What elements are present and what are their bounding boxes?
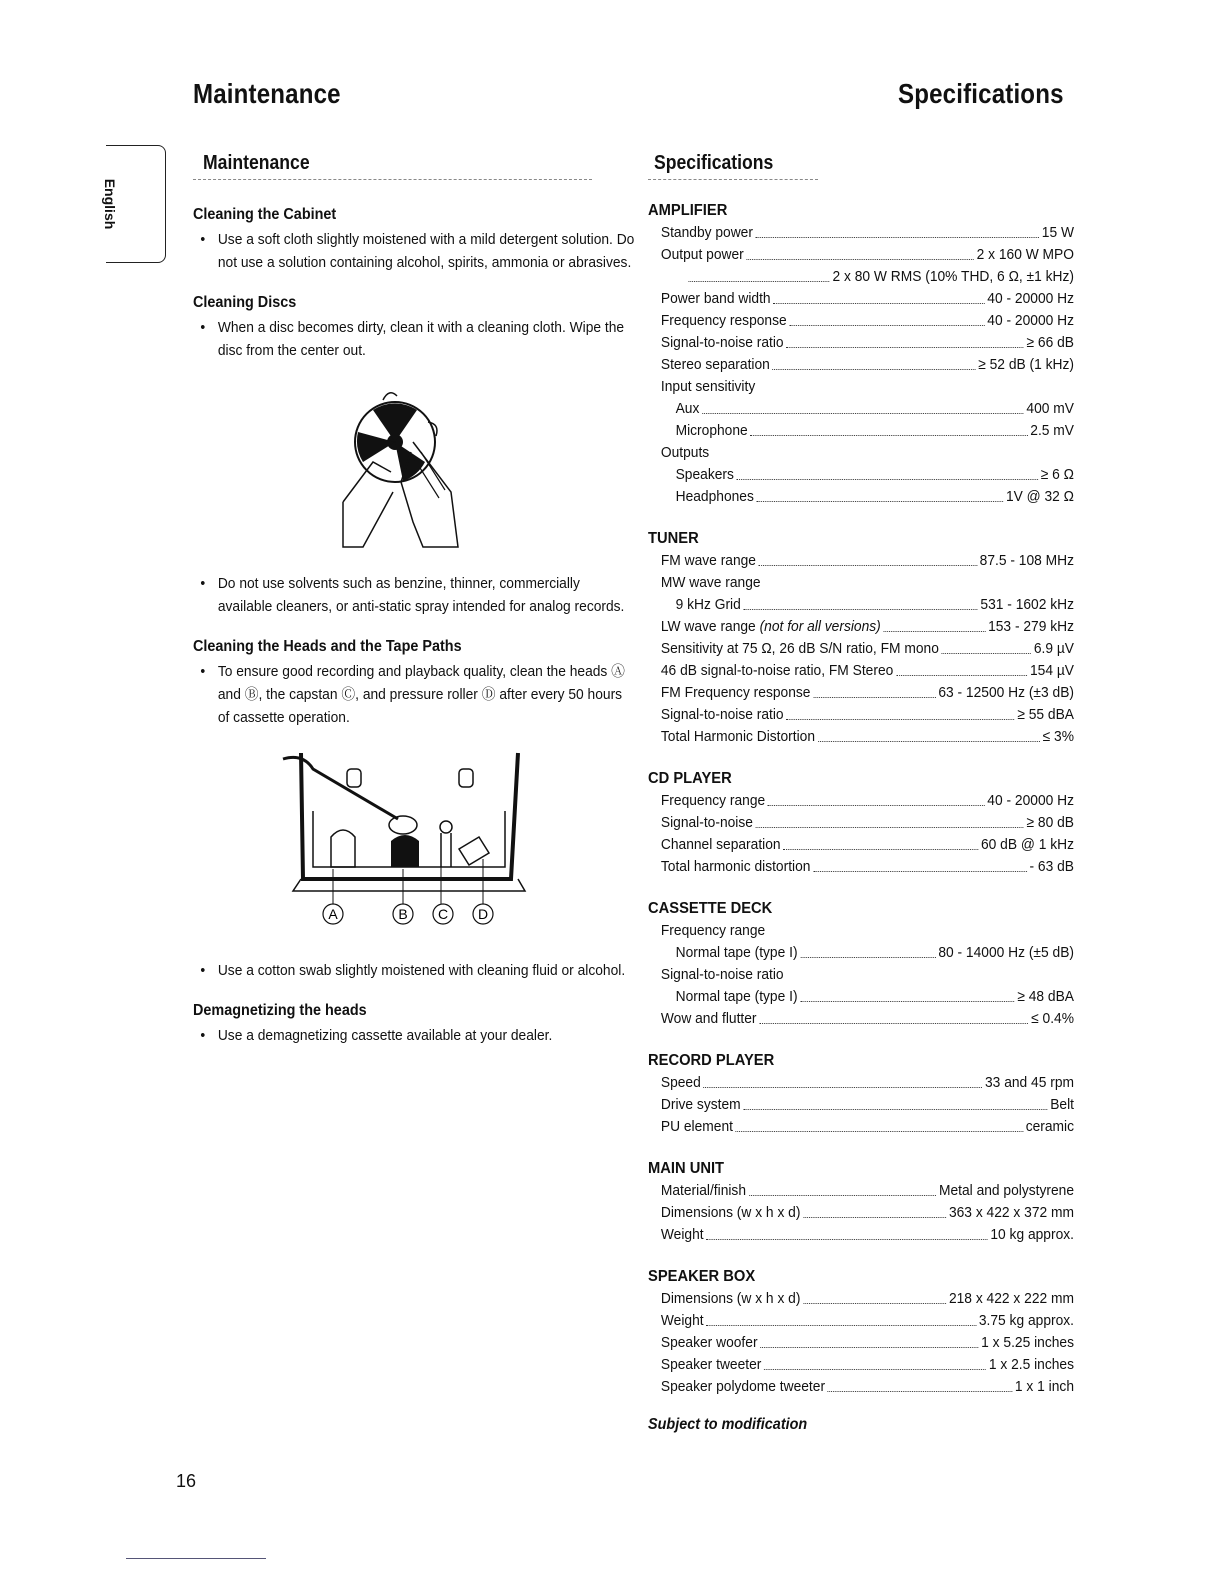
spec-row <box>648 1202 1074 1224</box>
spec-value: 3.75 kg approx. <box>978 1312 1075 1329</box>
spec-row <box>648 660 1074 682</box>
spec-value: ≥ 52 dB (1 kHz) <box>978 356 1075 373</box>
spec-row <box>648 266 1074 288</box>
spec-row <box>648 1224 1074 1246</box>
spec-row <box>648 726 1074 748</box>
group-title: RECORD PLAYER <box>648 1052 775 1069</box>
spec-label: Signal-to-noise ratio <box>660 966 784 983</box>
spec-value: 63 - 12500 Hz (±3 dB) <box>938 684 1075 701</box>
section-rule <box>648 179 818 180</box>
subheading-cleaning-discs: Cleaning Discs <box>193 294 297 311</box>
spec-row <box>648 790 1074 812</box>
spec-row <box>648 398 1074 420</box>
spec-value: 6.9 µV <box>1033 640 1075 657</box>
figure-label-b: B <box>398 906 408 922</box>
spec-group-record-player <box>648 1052 1074 1138</box>
spec-value: Metal and polystyrene <box>938 1182 1075 1199</box>
spec-value: ≥ 55 dBA <box>1017 706 1075 723</box>
spec-label: Speakers <box>675 466 734 483</box>
spec-value: ≤ 0.4% <box>1031 1010 1075 1027</box>
spec-row <box>648 550 1074 572</box>
spec-value: 2 x 160 W MPO <box>976 246 1075 263</box>
spec-value: 218 x 422 x 222 mm <box>948 1290 1075 1307</box>
spec-label: Speaker polydome tweeter <box>660 1378 826 1395</box>
page-number: 16 <box>176 1471 197 1491</box>
spec-group-cassette-deck <box>648 900 1074 1030</box>
spec-value: 363 x 422 x 372 mm <box>948 1204 1075 1221</box>
spec-row <box>648 812 1074 834</box>
subheading-demagnetizing: Demagnetizing the heads <box>193 1002 367 1019</box>
spec-value: 1 x 1 inch <box>1014 1378 1075 1395</box>
bullet-heads-1: • To ensure good recording and playback quality, clean the heads Ⓐ and Ⓑ, the capstan Ⓒ, and pressure roller Ⓓ after every 50 hours of cassette operation. <box>193 660 635 729</box>
spec-row <box>648 332 1074 354</box>
group-title: MAIN UNIT <box>648 1160 725 1177</box>
bullet-discs-1: • When a disc becomes dirty, clean it with a cleaning cloth. Wipe the disc from the center out. <box>193 316 635 362</box>
spec-label: Speaker woofer <box>660 1334 758 1351</box>
spec-label: Sensitivity at 75 Ω, 26 dB S/N ratio, FM mono <box>660 640 939 657</box>
tape-head-illustration <box>273 749 533 939</box>
spec-row <box>648 964 1074 986</box>
spec-row <box>648 376 1074 398</box>
spec-row <box>648 920 1074 942</box>
section-rule <box>193 179 592 180</box>
spec-row <box>648 1288 1074 1310</box>
spec-value: 40 - 20000 Hz <box>987 312 1075 329</box>
spec-row <box>648 1008 1074 1030</box>
spec-value: 80 - 14000 Hz (±5 dB) <box>938 944 1075 961</box>
spec-value: 87.5 - 108 MHz <box>979 552 1075 569</box>
spec-row <box>648 310 1074 332</box>
spec-row <box>648 594 1074 616</box>
spec-label: Total Harmonic Distortion <box>660 728 816 745</box>
spec-value: 1 x 2.5 inches <box>988 1356 1075 1373</box>
spec-row <box>648 1376 1074 1398</box>
spec-row <box>648 1116 1074 1138</box>
spec-label: 9 kHz Grid <box>675 596 741 613</box>
spec-label: Signal-to-noise ratio <box>660 706 784 723</box>
spec-label: Stereo separation <box>660 356 770 373</box>
spec-value: 33 and 45 rpm <box>985 1074 1075 1091</box>
spec-value: 2.5 mV <box>1030 422 1075 439</box>
spec-label: Aux <box>675 400 700 417</box>
spec-row <box>648 834 1074 856</box>
spec-value: ≥ 48 dBA <box>1017 988 1075 1005</box>
spec-value: ≤ 3% <box>1042 728 1075 745</box>
spec-row <box>648 682 1074 704</box>
spec-label: Power band width <box>660 290 771 307</box>
language-label: English <box>102 178 118 230</box>
group-title: CD PLAYER <box>648 770 732 787</box>
spec-label: PU element <box>660 1118 733 1135</box>
spec-row <box>648 464 1074 486</box>
spec-row <box>648 1354 1074 1376</box>
spec-value: 1V @ 32 Ω <box>1005 488 1075 505</box>
spec-label: Wow and flutter <box>660 1010 757 1027</box>
spec-row <box>648 244 1074 266</box>
language-tab <box>102 145 166 263</box>
figure-label-c: C <box>437 906 449 922</box>
spec-label: Outputs <box>660 444 710 461</box>
footer-rule <box>126 1558 266 1559</box>
spec-label: Channel separation <box>660 836 781 853</box>
maintenance-column <box>193 150 635 1067</box>
spec-label: Total harmonic distortion <box>660 858 811 875</box>
spec-label: Normal tape (type I) <box>675 944 798 961</box>
spec-row <box>648 638 1074 660</box>
spec-row <box>648 222 1074 244</box>
spec-value: 60 dB @ 1 kHz <box>980 836 1075 853</box>
spec-value: 153 - 279 kHz <box>988 618 1075 635</box>
spec-value: 40 - 20000 Hz <box>987 792 1075 809</box>
figure-label-a: A <box>328 906 338 922</box>
spec-label: Weight <box>660 1226 704 1243</box>
spec-label: Dimensions (w x h x d) <box>660 1204 801 1221</box>
spec-label: Output power <box>660 246 744 263</box>
spec-group-amplifier <box>648 202 1074 508</box>
spec-row <box>648 616 1074 638</box>
spec-value: - 63 dB <box>1029 858 1075 875</box>
spec-note: (not for all versions) <box>759 618 881 635</box>
spec-value: 154 µV <box>1029 662 1075 679</box>
spec-label: Microphone <box>675 422 748 439</box>
spec-row <box>648 1310 1074 1332</box>
spec-row <box>648 420 1074 442</box>
spec-label: Headphones <box>675 488 754 505</box>
subject-to-modification: Subject to modification <box>648 1416 808 1433</box>
spec-label: Standby power <box>660 224 753 241</box>
spec-row <box>648 1094 1074 1116</box>
spec-row <box>648 1332 1074 1354</box>
spec-value: 2 x 80 W RMS (10% THD, 6 Ω, ±1 kHz) <box>832 268 1075 285</box>
spec-value: 10 kg approx. <box>990 1226 1075 1243</box>
spec-label: LW wave range <box>660 618 756 635</box>
spec-row <box>648 942 1074 964</box>
spec-row <box>648 1180 1074 1202</box>
spec-value: ≥ 80 dB <box>1026 814 1075 831</box>
spec-label: Material/finish <box>660 1182 747 1199</box>
spec-label: MW wave range <box>660 574 761 591</box>
spec-value: 15 W <box>1041 224 1075 241</box>
spec-label: FM Frequency response <box>660 684 811 701</box>
spec-label: Frequency response <box>660 312 787 329</box>
spec-value: 40 - 20000 Hz <box>987 290 1075 307</box>
spec-row <box>648 572 1074 594</box>
spec-value: 531 - 1602 kHz <box>980 596 1075 613</box>
spec-label: Input sensitivity <box>660 378 756 395</box>
spec-label: Frequency range <box>660 792 766 809</box>
bullet-heads-2: • Use a cotton swab slightly moistened with cleaning fluid or alcohol. <box>193 959 635 982</box>
spec-label: 46 dB signal-to-noise ratio, FM Stereo <box>660 662 894 679</box>
group-title: CASSETTE DECK <box>648 900 773 917</box>
spec-row <box>648 486 1074 508</box>
spec-row <box>648 354 1074 376</box>
spec-group-cd-player <box>648 770 1074 878</box>
spec-label: Weight <box>660 1312 704 1329</box>
spec-label: Speaker tweeter <box>660 1356 762 1373</box>
specifications-section-title: Specifications <box>654 152 774 174</box>
spec-row <box>648 442 1074 464</box>
group-title: AMPLIFIER <box>648 202 728 219</box>
spec-label: Dimensions (w x h x d) <box>660 1290 801 1307</box>
spec-label: Drive system <box>660 1096 741 1113</box>
spec-value: ≥ 66 dB <box>1026 334 1075 351</box>
spec-label: Speed <box>660 1074 701 1091</box>
page-header-right: Specifications <box>898 78 1064 109</box>
spec-row <box>648 856 1074 878</box>
disc-cleaning-illustration <box>333 382 473 552</box>
spec-group-main-unit <box>648 1160 1074 1246</box>
spec-label: Frequency range <box>660 922 766 939</box>
spec-value: ceramic <box>1025 1118 1075 1135</box>
group-title: SPEAKER BOX <box>648 1268 756 1285</box>
spec-group-tuner <box>648 530 1074 748</box>
bullet-cabinet: • Use a soft cloth slightly moistened with a mild detergent solution. Do not use a solution containing alcohol, spirits, ammonia or abrasives. <box>193 228 635 274</box>
spec-row <box>648 288 1074 310</box>
spec-label: Signal-to-noise ratio <box>660 334 784 351</box>
spec-value: 400 mV <box>1026 400 1075 417</box>
spec-row <box>648 1072 1074 1094</box>
spec-value: Belt <box>1050 1096 1075 1113</box>
spec-group-speaker-box <box>648 1268 1074 1398</box>
subheading-cleaning-cabinet: Cleaning the Cabinet <box>193 206 337 223</box>
figure-label-d: D <box>477 906 489 922</box>
spec-value: 1 x 5.25 inches <box>981 1334 1075 1351</box>
spec-row <box>648 986 1074 1008</box>
bullet-demagnetizing: • Use a demagnetizing cassette available at your dealer. <box>193 1024 635 1047</box>
specifications-column <box>648 150 1074 1434</box>
subheading-cleaning-heads: Cleaning the Heads and the Tape Paths <box>193 638 462 655</box>
spec-label: Normal tape (type I) <box>675 988 798 1005</box>
spec-row <box>648 704 1074 726</box>
spec-value: ≥ 6 Ω <box>1040 466 1075 483</box>
maintenance-section-title: Maintenance <box>203 152 310 174</box>
page-header-left: Maintenance <box>193 78 341 109</box>
spec-label: FM wave range <box>660 552 756 569</box>
bullet-discs-2: • Do not use solvents such as benzine, thinner, commercially available cleaners, or anti-static spray intended for analog records. <box>193 572 635 618</box>
spec-label: Signal-to-noise <box>660 814 753 831</box>
group-title: TUNER <box>648 530 699 547</box>
